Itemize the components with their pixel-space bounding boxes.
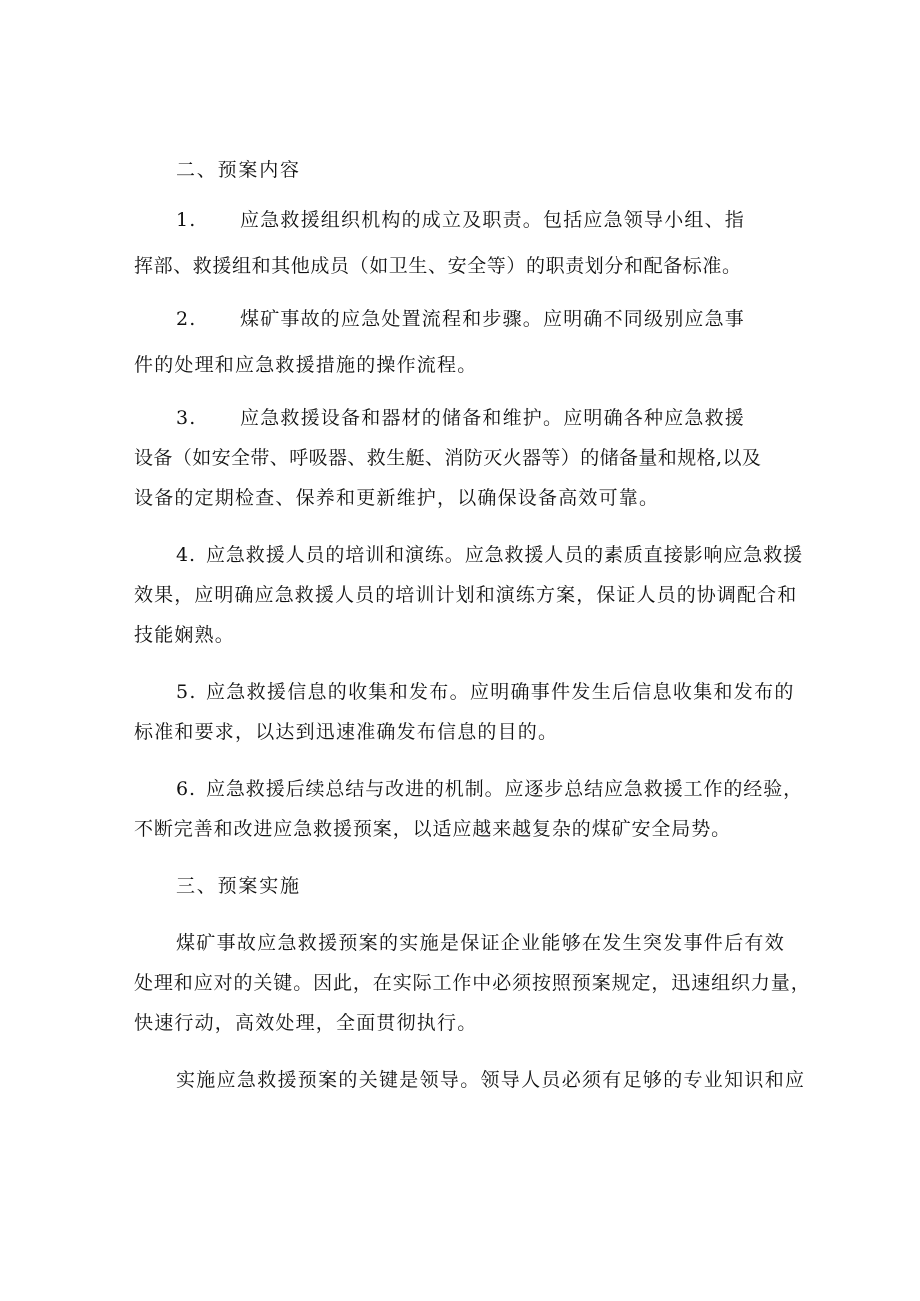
para-2-line-1: 实施应急救援预案的关键是领导。领导人员必须有足够的专业知识和应 (176, 1069, 806, 1091)
item-4-line-2: 效果，应明确应急救援人员的培训计划和演练方案，保证人员的协调配合和 (134, 584, 798, 606)
item-6-number: 6. (176, 778, 196, 800)
item-1-text: 应急救援组织机构的成立及职责。包括应急领导小组、指 (240, 209, 746, 231)
item-5-line-2: 标准和要求，以达到迅速准确发布信息的目的。 (134, 721, 559, 743)
item-6-line-1 (176, 777, 803, 801)
section-heading-implementation: 三、预案实施 (176, 875, 301, 897)
para-1-line-2: 处理和应对的关键。因此，在实际工作中必须按照预案规定，迅速组织力量， (134, 972, 811, 994)
item-6-text: 应急救援后续总结与改进的机制。应逐步总结应急救援工作的经验， (206, 778, 804, 800)
item-5-line-1 (176, 680, 795, 704)
item-4-line-3: 技能娴熟。 (134, 624, 236, 646)
item-3-line-2: 设备（如安全带、呼吸器、救生艇、消防灭火器等）的储备量和规格,以及 (134, 447, 762, 469)
section-heading-content: 二、预案内容 (176, 159, 301, 181)
item-4-number: 4. (176, 544, 196, 566)
item-3-text: 应急救援设备和器材的储备和维护。应明确各种应急救援 (240, 407, 746, 429)
item-4-text: 应急救援人员的培训和演练。应急救援人员的素质直接影响应急救援 (206, 544, 804, 566)
item-2-line-1 (176, 307, 745, 331)
item-2-number: 2. (176, 308, 197, 330)
item-5-text: 应急救援信息的收集和发布。应明确事件发生后信息收集和发布的 (206, 681, 795, 703)
item-4-line-1 (176, 543, 803, 567)
para-1-line-3: 快速行动，高效处理，全面贯彻执行。 (134, 1012, 478, 1034)
item-1-line-1 (176, 208, 745, 232)
item-2-line-2: 件的处理和应急救援措施的操作流程。 (134, 354, 478, 376)
para-1-line-1: 煤矿事故应急救援预案的实施是保证企业能够在发生突发事件后有效 (176, 932, 786, 954)
item-2-text: 煤矿事故的应急处置流程和步骤。应明确不同级别应急事 (240, 308, 746, 330)
item-3-line-3: 设备的定期检查、保养和更新维护，以确保设备高效可靠。 (134, 487, 660, 509)
item-6-line-2: 不断完善和改进应急救援预案，以适应越来越复杂的煤矿安全局势。 (134, 818, 732, 840)
item-5-number: 5. (176, 681, 197, 703)
item-3-line-1 (176, 406, 745, 430)
item-1-number: 1. (176, 209, 197, 231)
item-1-line-2: 挥部、救援组和其他成员（如卫生、安全等）的职责划分和配备标准。 (134, 255, 742, 277)
item-3-number: 3. (176, 407, 197, 429)
